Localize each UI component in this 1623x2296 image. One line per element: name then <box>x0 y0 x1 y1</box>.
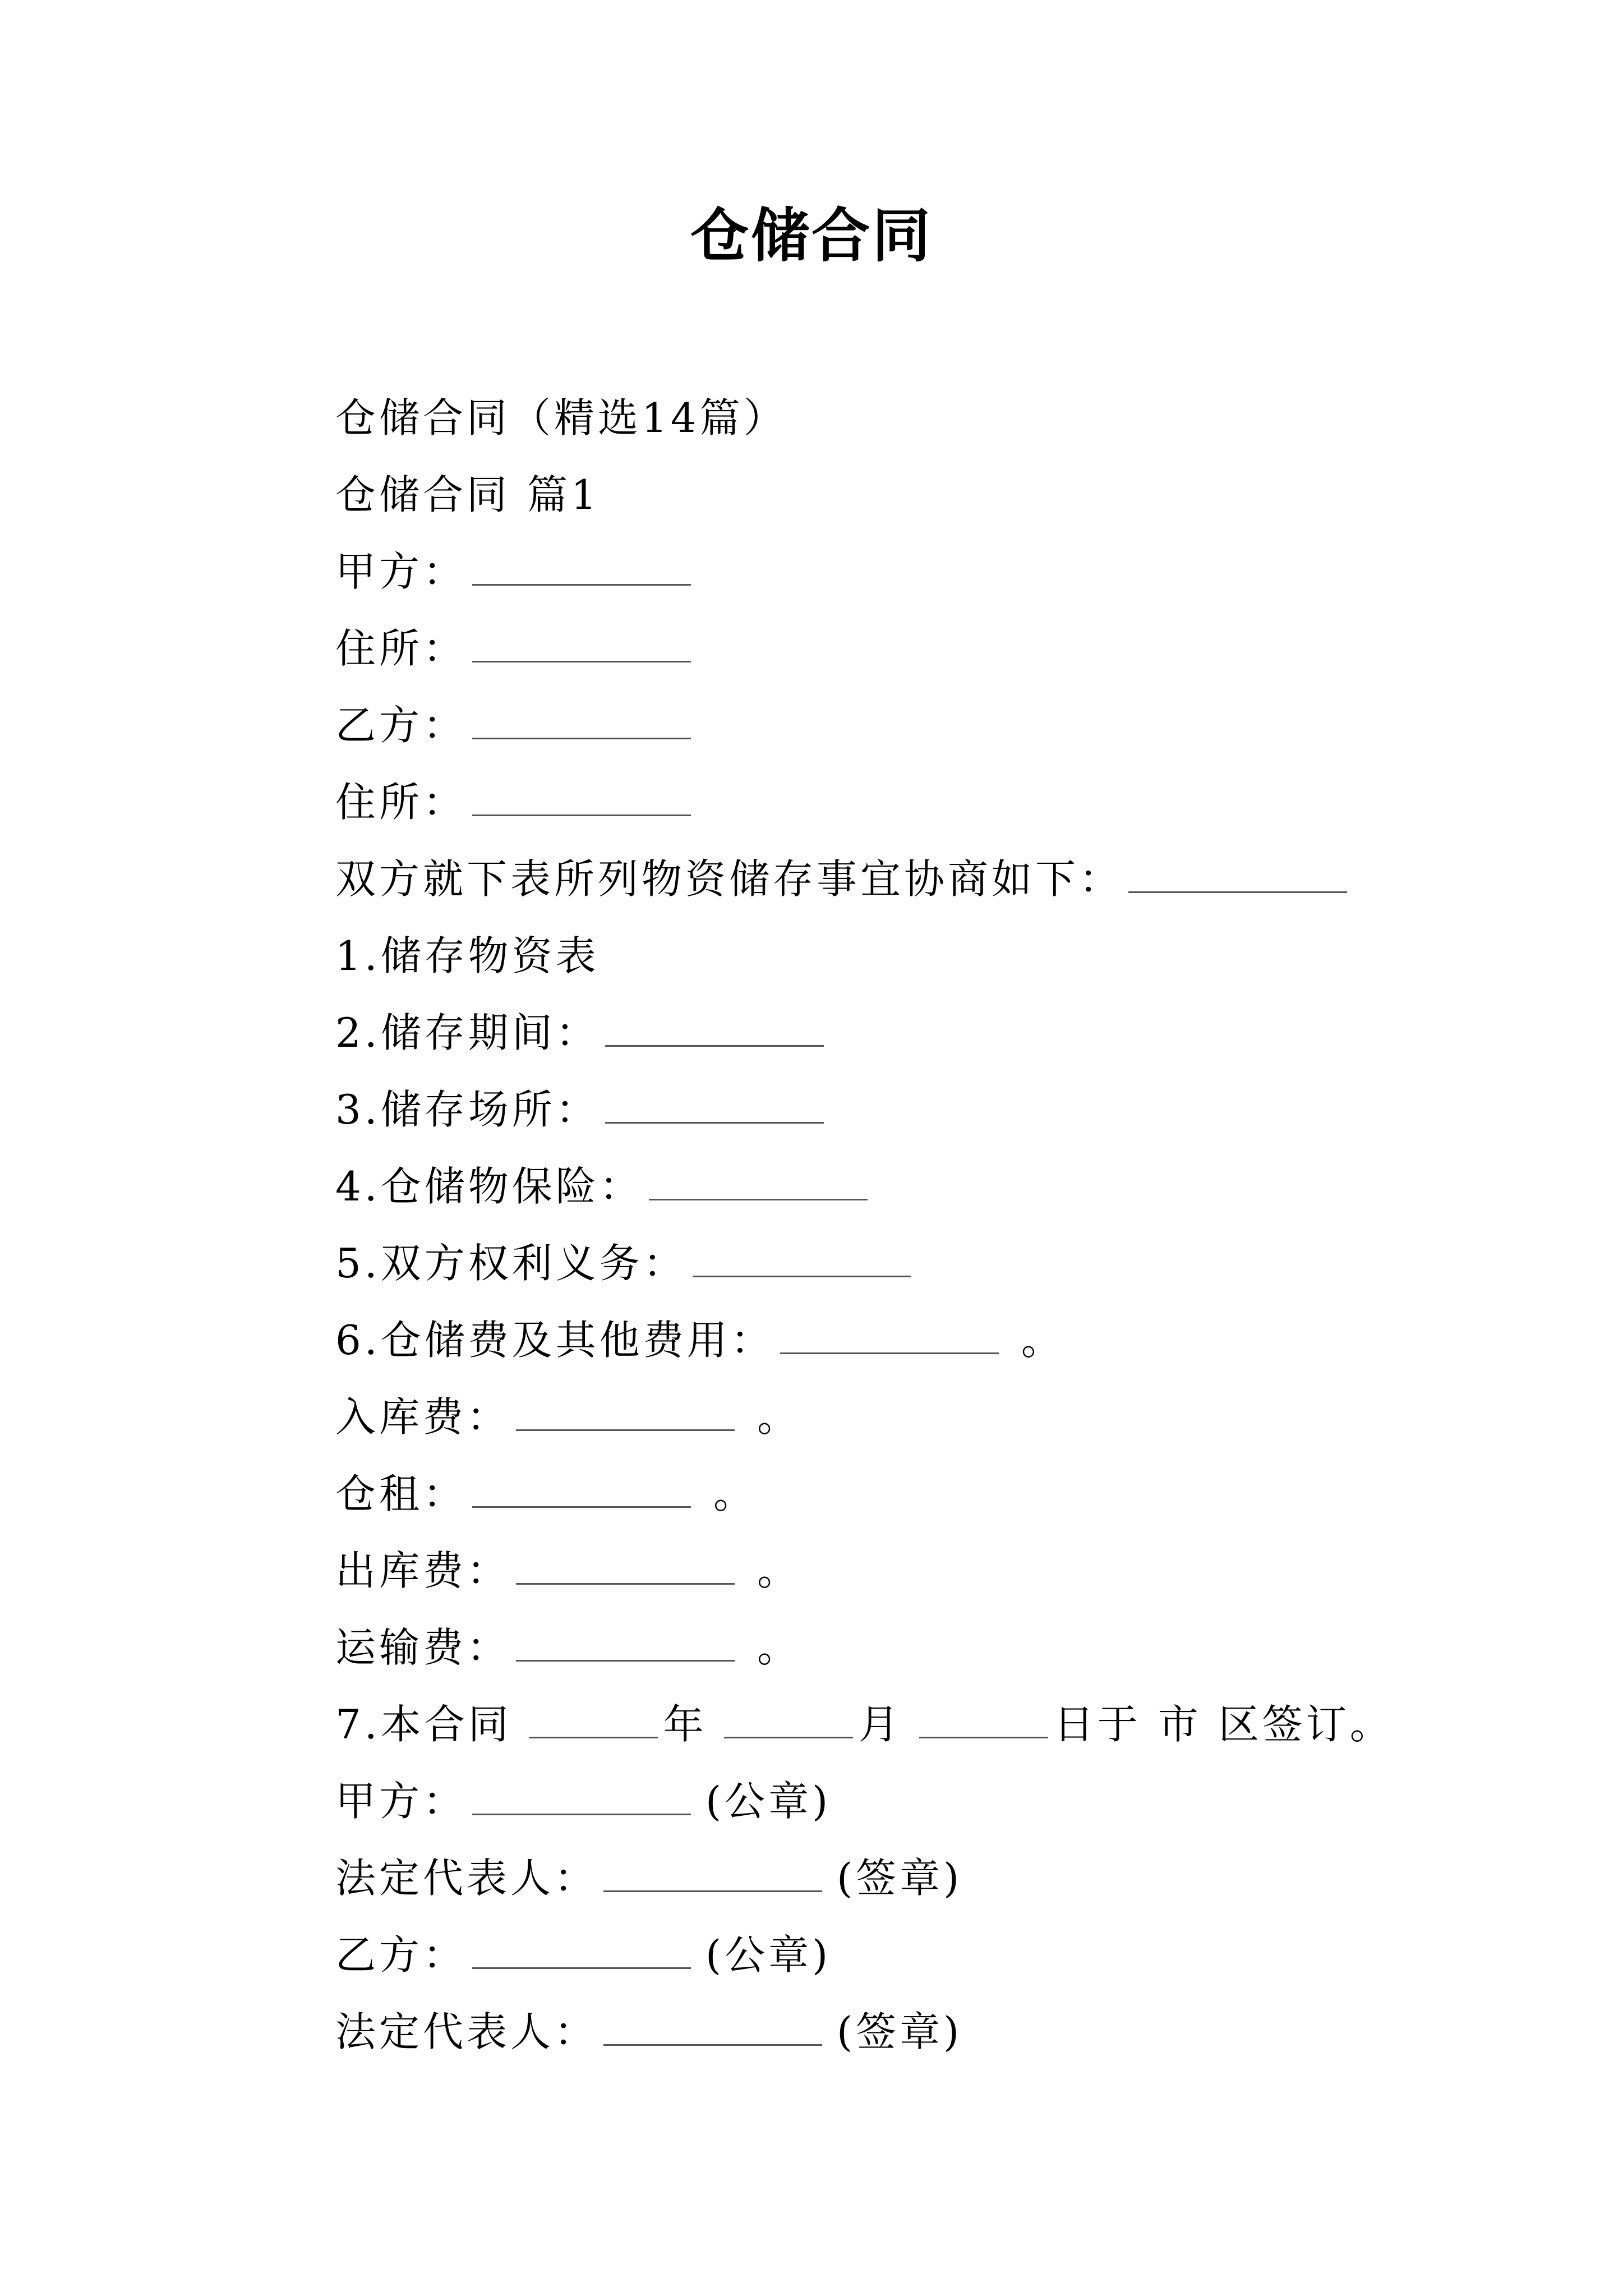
signature-seal-a: (签章) <box>837 1854 963 1902</box>
fee-in-blank[interactable] <box>516 1396 735 1431</box>
legal-rep-b-line <box>335 1990 1457 2067</box>
month-label: 月 <box>858 1700 902 1748</box>
address-b-line <box>335 760 1457 837</box>
sign-party-b-blank[interactable] <box>472 1934 691 1969</box>
storage-fees-blank[interactable] <box>780 1319 999 1354</box>
party-b-label: 乙方： <box>335 701 467 749</box>
fee-in-line <box>335 1375 1457 1452</box>
sign-party-b-label: 乙方： <box>335 1931 467 1978</box>
item-5-line <box>335 1221 1457 1298</box>
agreement-blank[interactable] <box>1128 858 1347 893</box>
sign-party-a-blank[interactable] <box>472 1780 691 1815</box>
fee-rent-label: 仓租： <box>335 1470 467 1517</box>
item-2-line <box>335 991 1457 1068</box>
party-b-blank[interactable] <box>472 704 691 739</box>
fee-out-blank[interactable] <box>516 1549 735 1585</box>
fee-in-period: 。 <box>757 1393 801 1441</box>
rights-obligations-blank[interactable] <box>693 1242 911 1277</box>
item-1-text: 1.储存物资表 <box>335 932 600 979</box>
address-a-label: 住所： <box>335 624 467 672</box>
item-4-label: 4.仓储物保险： <box>335 1162 643 1210</box>
subtitle-line <box>335 376 1457 453</box>
year-label: 年 <box>663 1700 707 1748</box>
month-blank[interactable] <box>724 1703 853 1738</box>
subtitle-text: 仓储合同（精选14篇） <box>335 394 787 441</box>
official-seal-a: (公章) <box>706 1777 832 1825</box>
item-5-label: 5.双方权利义务： <box>335 1239 687 1287</box>
address-a-blank[interactable] <box>472 627 691 662</box>
agreement-text: 双方就下表所列物资储存事宜协商如下： <box>335 855 1123 903</box>
fee-transport-blank[interactable] <box>516 1626 735 1662</box>
legal-rep-a-line <box>335 1836 1457 1913</box>
official-seal-b: (公章) <box>706 1931 832 1978</box>
item-6-line <box>335 1298 1457 1375</box>
legal-rep-a-label: 法定代表人： <box>335 1854 598 1902</box>
sign-party-a-label: 甲方： <box>335 1777 467 1825</box>
fee-rent-line <box>335 1452 1457 1529</box>
fee-out-label: 出库费： <box>335 1547 511 1594</box>
party-b-line <box>335 683 1457 760</box>
sign-party-b-line <box>335 1913 1457 1990</box>
storage-period-blank[interactable] <box>605 1011 824 1047</box>
item-7-prefix: 7.本合同 <box>335 1700 512 1748</box>
party-a-blank[interactable] <box>472 550 691 586</box>
signature-seal-b: (签章) <box>837 2008 963 2055</box>
fee-rent-blank[interactable] <box>472 1473 691 1508</box>
section-heading-number: 篇1 <box>527 471 600 518</box>
document-title: 仓储合同 <box>690 201 933 270</box>
day-label: 日于 <box>1053 1700 1141 1748</box>
section-heading-line <box>335 453 1457 530</box>
section-heading-name: 仓储合同 <box>335 471 511 518</box>
insurance-blank[interactable] <box>649 1165 868 1200</box>
item-4-line <box>335 1144 1457 1221</box>
day-blank[interactable] <box>919 1703 1048 1738</box>
legal-rep-b-label: 法定代表人： <box>335 2008 598 2055</box>
storage-place-blank[interactable] <box>605 1088 824 1124</box>
item-2-label: 2.储存期间： <box>335 1009 600 1056</box>
legal-rep-a-blank[interactable] <box>603 1857 822 1892</box>
fee-in-label: 入库费： <box>335 1393 511 1441</box>
address-b-blank[interactable] <box>472 781 691 816</box>
agreement-line <box>335 837 1457 914</box>
district-label: 区签订。 <box>1218 1700 1394 1748</box>
fee-out-line <box>335 1529 1457 1605</box>
legal-rep-b-blank[interactable] <box>603 2010 822 2046</box>
document-body <box>335 376 1457 2067</box>
item-6-label: 6.仓储费及其他费用： <box>335 1316 774 1364</box>
item-3-label: 3.储存场所： <box>335 1085 600 1133</box>
fee-rent-period: 。 <box>713 1470 758 1517</box>
item-7-line <box>335 1682 1457 1759</box>
party-a-label: 甲方： <box>335 547 467 595</box>
item-3-line <box>335 1068 1457 1144</box>
city-label: 市 <box>1158 1700 1202 1748</box>
fee-transport-line <box>335 1605 1457 1682</box>
fee-transport-period: 。 <box>757 1623 801 1671</box>
sign-party-a-line <box>335 1759 1457 1836</box>
address-a-line <box>335 606 1457 683</box>
year-blank[interactable] <box>529 1703 658 1738</box>
party-a-line <box>335 530 1457 606</box>
item-6-period: 。 <box>1021 1316 1065 1364</box>
address-b-label: 住所： <box>335 778 467 826</box>
fee-transport-label: 运输费： <box>335 1623 511 1671</box>
fee-out-period: 。 <box>757 1547 801 1594</box>
item-1-line <box>335 914 1457 991</box>
